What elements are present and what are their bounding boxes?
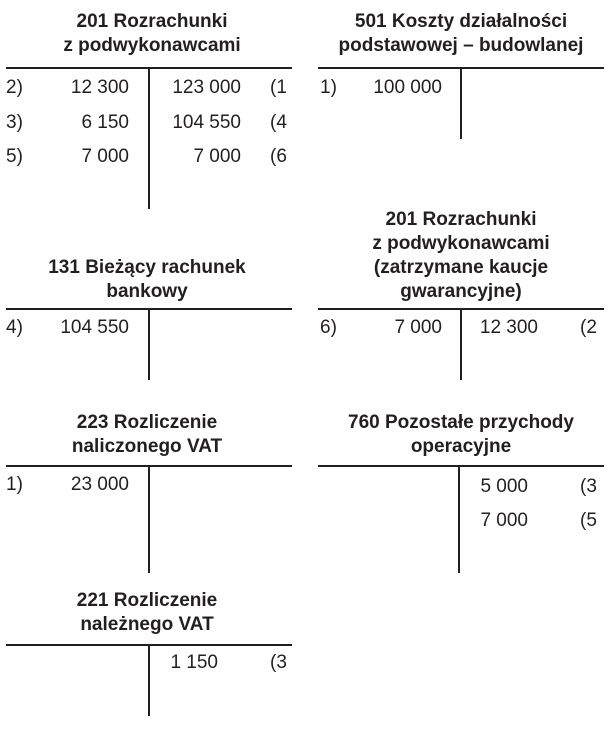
account-title: 221 Rozliczenie należnego VAT [76, 590, 218, 635]
t-account-divider [148, 466, 150, 573]
credit-ref: (6 [270, 146, 287, 167]
debit-amount: 23 000 [70, 474, 129, 495]
credit-amount: 7 000 [193, 146, 241, 167]
debit-ref: 6) [320, 317, 337, 338]
debit-amount: 100 000 [373, 77, 442, 98]
account-title: 501 Koszty działalności podstawowej – budowlanej [338, 11, 584, 56]
t-account-divider [458, 466, 460, 573]
credit-amount: 5 000 [480, 476, 528, 497]
debit-ref: 5) [6, 146, 23, 167]
debit-amount: 6 150 [81, 112, 129, 133]
credit-amount: 123 000 [172, 77, 241, 98]
credit-ref: (3 [270, 652, 287, 673]
debit-ref: 4) [6, 317, 23, 338]
debit-ref: 1) [6, 474, 23, 495]
credit-amount: 12 300 [479, 317, 538, 338]
account-title: 201 Rozrachunki z podwykonawcami [63, 11, 241, 56]
debit-ref: 1) [320, 77, 337, 98]
t-account-divider [148, 645, 150, 716]
credit-amount: 1 150 [170, 652, 218, 673]
account-title: 131 Bieżący rachunek bankowy [48, 257, 246, 302]
credit-ref: (3 [580, 476, 597, 497]
credit-ref: (4 [270, 112, 287, 133]
debit-amount: 104 550 [60, 317, 129, 338]
debit-amount: 7 000 [81, 146, 129, 167]
debit-ref: 2) [6, 77, 23, 98]
credit-ref: (5 [580, 510, 597, 531]
credit-ref: (2 [580, 317, 597, 338]
t-account-divider [460, 68, 462, 139]
t-account-top-line [318, 465, 604, 467]
t-account-divider [460, 309, 462, 380]
account-title: 760 Pozostałe przychody operacyjne [348, 412, 574, 457]
t-account-divider [148, 68, 150, 209]
credit-amount: 104 550 [172, 112, 241, 133]
debit-amount: 7 000 [394, 317, 442, 338]
credit-amount: 7 000 [480, 510, 528, 531]
t-account-divider [148, 309, 150, 380]
debit-ref: 3) [6, 112, 23, 133]
account-title: 201 Rozrachunki z podwykonawcami (zatrzymane kaucje gwarancyjne) [372, 209, 550, 302]
account-title: 223 Rozliczenie naliczonego VAT [71, 412, 223, 457]
debit-amount: 12 300 [70, 77, 129, 98]
credit-ref: (1 [270, 77, 287, 98]
